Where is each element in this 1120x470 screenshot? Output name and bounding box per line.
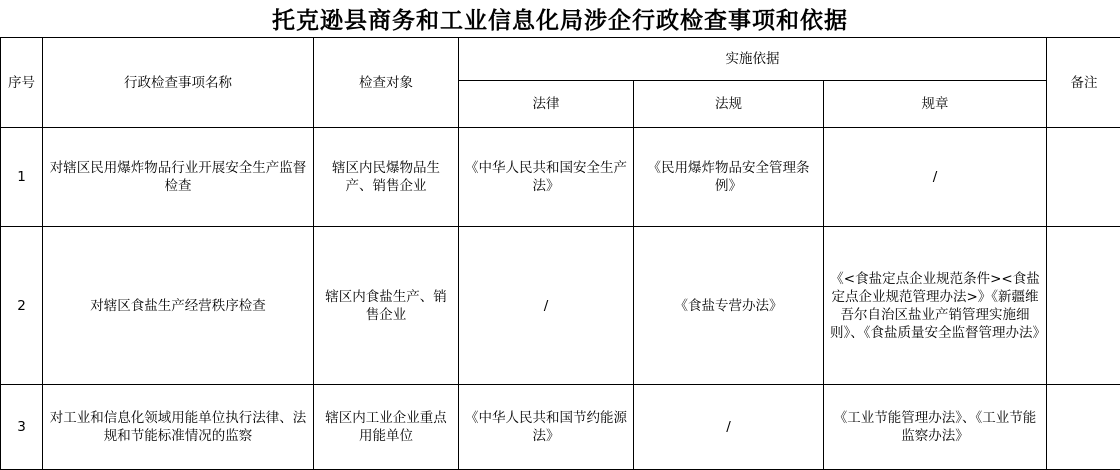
inspection-table <box>0 37 1120 470</box>
row-item-name: 对工业和信息化领域用能单位执行法律、法规和节能标准情况的监察 <box>43 385 314 470</box>
row-rule: 《工业节能管理办法》、《工业节能监察办法》 <box>824 385 1047 470</box>
table-row <box>1 128 1120 227</box>
header-basis: 实施依据 <box>459 38 1047 81</box>
row-seq: 3 <box>1 385 43 470</box>
header-target: 检查对象 <box>314 38 459 128</box>
row-remark <box>1047 227 1120 385</box>
table-row <box>1 227 1120 385</box>
header-row-top <box>1 38 1120 81</box>
row-remark <box>1047 128 1120 227</box>
page-title: 托克逊县商务和工业信息化局涉企行政检查事项和依据 <box>0 0 1120 37</box>
row-rule: 《<食盐定点企业规范条件><食盐定点企业规范管理办法>》《新疆维吾尔自治区盐业产销管理实施细则》、《食盐质量安全监督管理办法》 <box>824 227 1047 385</box>
header-law: 法律 <box>459 81 634 128</box>
row-target: 辖区内民爆物品生产、销售企业 <box>314 128 459 227</box>
row-remark <box>1047 385 1120 470</box>
row-item-name: 对辖区民用爆炸物品行业开展安全生产监督检查 <box>43 128 314 227</box>
row-law: 《中华人民共和国安全生产法》 <box>459 128 634 227</box>
row-regulation: / <box>634 385 824 470</box>
header-regulation: 法规 <box>634 81 824 128</box>
row-target: 辖区内工业企业重点用能单位 <box>314 385 459 470</box>
table-row <box>1 385 1120 470</box>
row-item-name: 对辖区食盐生产经营秩序检查 <box>43 227 314 385</box>
header-remark: 备注 <box>1047 38 1120 128</box>
row-law: / <box>459 227 634 385</box>
header-item-name: 行政检查事项名称 <box>43 38 314 128</box>
row-regulation: 《民用爆炸物品安全管理条例》 <box>634 128 824 227</box>
header-rule: 规章 <box>824 81 1047 128</box>
row-regulation: 《食盐专营办法》 <box>634 227 824 385</box>
row-law: 《中华人民共和国节约能源法》 <box>459 385 634 470</box>
row-seq: 1 <box>1 128 43 227</box>
row-rule: / <box>824 128 1047 227</box>
row-target: 辖区内食盐生产、销售企业 <box>314 227 459 385</box>
row-seq: 2 <box>1 227 43 385</box>
header-seq: 序号 <box>1 38 43 128</box>
